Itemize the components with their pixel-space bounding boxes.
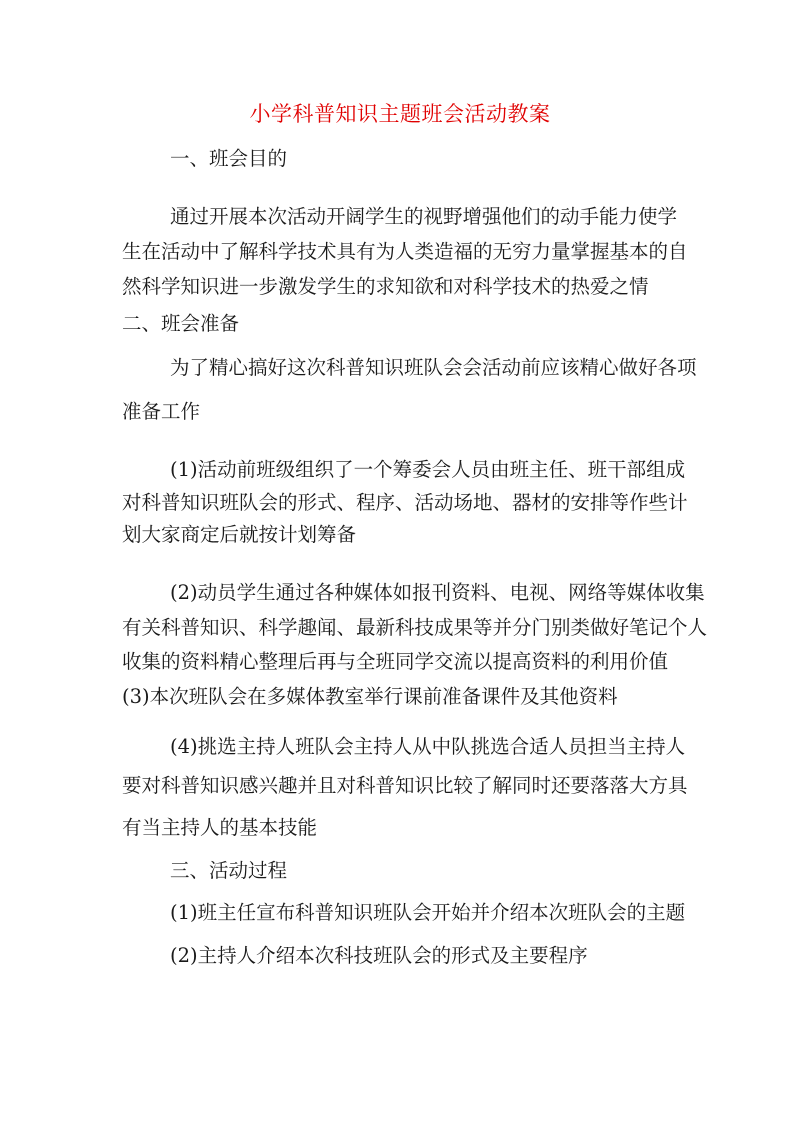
section2-item2-line-1: (2)动员学生通过各种媒体如报刊资料、电视、网络等媒体收集 bbox=[170, 581, 705, 604]
section2-item4-line-1: (4)挑选主持人班队会主持人从中队挑选合适人员担当主持人 bbox=[170, 735, 686, 758]
section2-item4-line-3: 有当主持人的基本技能 bbox=[122, 816, 318, 839]
section3-item1: (1)班主任宣布科普知识班队会开始并介绍本次班队会的主题 bbox=[170, 901, 686, 924]
section1-paragraph-line-2: 生在活动中了解科学技术具有为人类造福的无穷力量掌握基本的自 bbox=[122, 240, 688, 263]
section1-heading: 一、班会目的 bbox=[170, 147, 288, 170]
section2-heading: 二、班会准备 bbox=[122, 312, 240, 335]
section2-item2-line-2: 有关科普知识、科学趣闻、最新科技成果等并分门别类做好笔记个人 bbox=[122, 616, 708, 639]
section2-item1-line-1: (1)活动前班级组织了一个筹委会人员由班主任、班干部组成 bbox=[170, 458, 686, 481]
section2-item3: (3)本次班队会在多媒体教室举行课前准备课件及其他资料 bbox=[122, 685, 618, 708]
section2-item1-line-2: 对科普知识班队会的形式、程序、活动场地、器材的安排等作些计 bbox=[122, 491, 688, 514]
section1-paragraph-line-1: 通过开展本次活动开阔学生的视野增强他们的动手能力使学 bbox=[170, 205, 678, 228]
section2-intro-line-1: 为了精心搞好这次科普知识班队会会活动前应该精心做好各项 bbox=[170, 356, 697, 379]
section2-item1-line-3: 划大家商定后就按计划筹备 bbox=[122, 523, 357, 546]
section2-item2-line-3: 收集的资料精心整理后再与全班同学交流以提高资料的利用价值 bbox=[122, 650, 669, 673]
section2-intro-line-2: 准备工作 bbox=[122, 400, 201, 423]
section1-paragraph-line-3: 然科学知识进一步激发学生的求知欲和对科学技术的热爱之情 bbox=[122, 275, 649, 298]
section3-item2: (2)主持人介绍本次科技班队会的形式及主要程序 bbox=[170, 944, 588, 967]
section3-heading: 三、活动过程 bbox=[170, 859, 288, 882]
section2-item4-line-2: 要对科普知识感兴趣并且对科普知识比较了解同时还要落落大方具 bbox=[122, 774, 688, 797]
document-title: 小学科普知识主题班会活动教案 bbox=[249, 102, 551, 126]
